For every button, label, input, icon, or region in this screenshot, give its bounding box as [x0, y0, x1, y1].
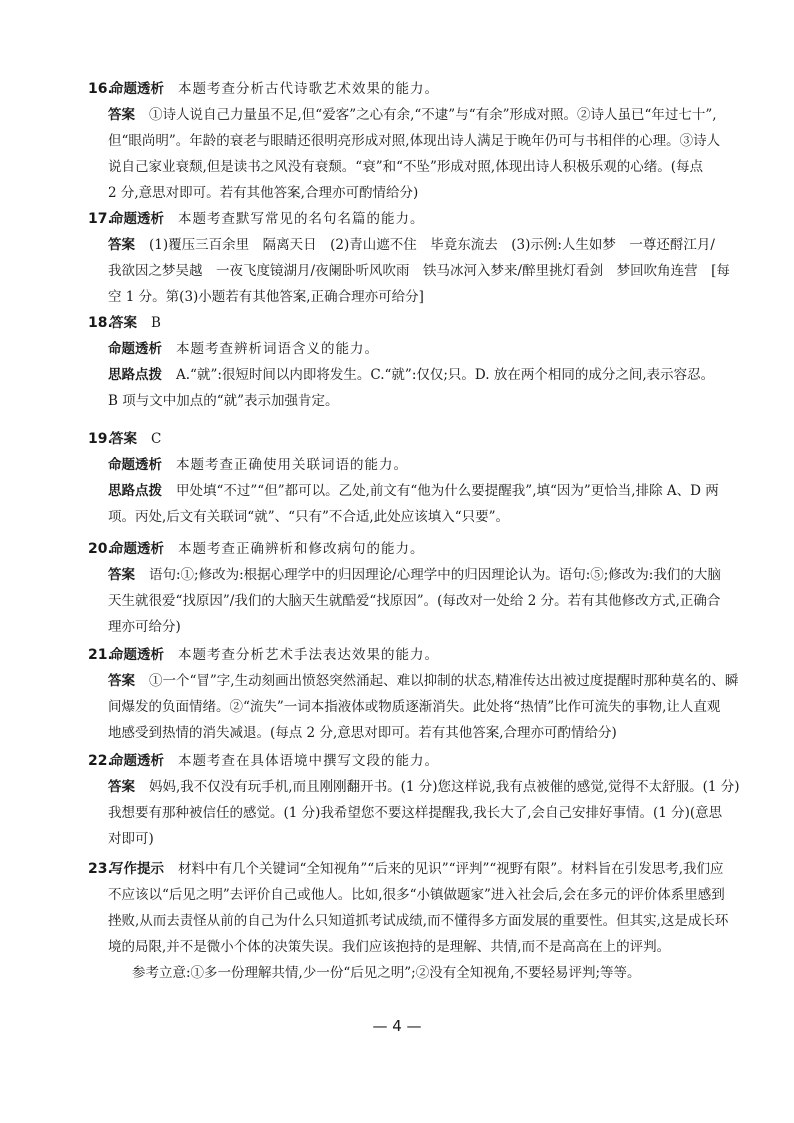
answer-block: [88, 102, 721, 206]
section-description: 本题考查正确使用关联词语的能力。: [176, 457, 408, 473]
answer-label: 答案: [108, 107, 135, 123]
section-label: 命题透析: [110, 753, 164, 769]
question-21: [88, 642, 739, 746]
question-19: [88, 426, 719, 530]
answer-choice: B: [151, 315, 161, 331]
answer-line: 妈妈,我不仅没有玩手机,而且刚刚翻开书。(1 分)您这样说,我有点被催的感觉,觉得不太舒服。(1 分): [149, 779, 740, 795]
hint-line: B 项与文中加点的“就”表示加强肯定。: [108, 393, 339, 409]
question-number: 17.: [88, 211, 113, 227]
answer-line: 对即可): [108, 831, 154, 847]
writing-hint-line: 材料中有几个关键词“全知视角”“后来的见识”“评判”“视野有限”。材料旨在引发思考,我们应: [178, 861, 724, 877]
page-number: — 4 —: [372, 1017, 422, 1035]
answer-line: 空 1 分。第(3)小题若有其他答案,正确合理亦可给分]: [108, 289, 424, 305]
question-23: [88, 856, 729, 986]
question-22: [88, 748, 740, 852]
section-description: 本题考查分析艺术手法表达效果的能力。: [178, 647, 439, 663]
question-number: 18.: [88, 315, 113, 331]
answer-label: 答案: [110, 315, 137, 331]
question-number: 16.: [88, 81, 113, 97]
hint-label: 思路点拨: [108, 367, 162, 383]
answer-line: 理亦可给分): [108, 619, 181, 635]
section-label: 命题透析: [110, 211, 164, 227]
answer-line: 地感受到热情的消失减退。(每点 2 分,意思对即可。若有其他答案,合理亦可酌情给分): [108, 725, 617, 741]
answer-line: ①诗人说自己力量虽不足,但“爱客”之心有余,“不逮”与“有余”形成对照。②诗人虽已“年过七十”,: [149, 107, 717, 123]
answer-label: 答案: [110, 431, 137, 447]
writing-hint-line: 挫败,从而去责怪从前的自己为什么只知道抓考试成绩,而不懂得多方面发展的重要性。但其实,这是成长环: [108, 913, 729, 929]
answer-label: 答案: [108, 237, 135, 253]
section-description: 本题考查正确辨析和修改病句的能力。: [178, 541, 425, 557]
section-description: 本题考查默写常见的名句名篇的能力。: [178, 211, 425, 227]
answer-line: 间爆发的负面情绪。②“流失”一词本指液体或物质逐渐消失。此处将“热情”比作可流失的事物,让人直观: [108, 699, 721, 715]
answer-line: ①一个“冒”字,生动刻画出愤怒突然涌起、难以抑制的状态,精准传达出被过度提醒时那种莫名的、瞬: [149, 673, 739, 689]
answer-line: 2 分,意思对即可。若有其他答案,合理亦可酌情给分): [108, 185, 419, 201]
section-label: 命题透析: [108, 341, 162, 357]
section-label: 命题透析: [110, 81, 164, 97]
question-18: [88, 310, 715, 414]
answer-line: 但“眼尚明”。年龄的衰老与眼睛还很明亮形成对照,体现出诗人满足于晚年仍可与书相伴的心理。③诗人: [108, 133, 721, 149]
question-16: [88, 76, 721, 206]
hint-line: 甲处填“不过”“但”都可以。乙处,前文有“他为什么要提醒我”,填“因为”更恰当,排除 A、D 两: [176, 483, 719, 499]
question-number: 20.: [88, 541, 113, 557]
answer-line: 我想要有那种被信任的感觉。(1 分)我希望您不要这样提醒我,我长大了,会自己安排好事情。(1 分)(意思: [108, 805, 723, 821]
writing-hint-line: 境的局限,并不是微小个体的决策失误。我们应该抱持的是理解、共情,而不是高高在上的评判。: [108, 939, 671, 955]
hint-line: A.“就”:很短时间以内即将发生。C.“就”:仅仅;只。D. 放在两个相同的成分之间,表示容忍。: [176, 367, 715, 383]
answer-block: [88, 232, 730, 310]
question-number: 22.: [88, 753, 113, 769]
reference-theme: 参考立意:①多一份理解共情,少一份“后见之明”;②没有全知视角,不要轻易评判;等等。: [132, 965, 641, 981]
section-description: 本题考查在具体语境中撰写文段的能力。: [178, 753, 439, 769]
answer-choice: C: [151, 431, 162, 447]
question-number: 23.: [88, 861, 113, 877]
answer-line: 语句:①;修改为:根据心理学中的归因理论/心理学中的归因理论认为。语句:⑤;修改为:我们的大脑: [149, 567, 721, 583]
answer-label: 答案: [108, 673, 135, 689]
section-label: 命题透析: [110, 647, 164, 663]
question-20: [88, 536, 721, 640]
question-number: 19.: [88, 431, 113, 447]
answer-label: 答案: [108, 567, 135, 583]
question-number: 21.: [88, 647, 113, 663]
section-label: 命题透析: [108, 457, 162, 473]
hint-label: 思路点拨: [108, 483, 162, 499]
section-label: 命题透析: [110, 541, 164, 557]
answer-line: 我欲因之梦吴越 一夜飞度镜湖月/夜阑卧听风吹雨 铁马冰河入梦来/醉里挑灯看剑 梦回吹角连营 [每: [108, 263, 730, 279]
answer-line: (1)覆压三百余里 隔离天日 (2)青山遮不住 毕竟东流去 (3)示例:人生如梦 一尊还酹江月/: [149, 237, 715, 253]
section-label: 写作提示: [110, 861, 164, 877]
question-17: [88, 206, 730, 310]
section-description: 本题考查分析古代诗歌艺术效果的能力。: [178, 81, 439, 97]
answer-label: 答案: [108, 779, 135, 795]
section-description: 本题考查辨析词语含义的能力。: [176, 341, 379, 357]
answer-line: 说自己家业衰颓,但是读书之风没有衰颓。“衰”和“不坠”形成对照,体现出诗人积极乐观的心绪。(每点: [108, 159, 703, 175]
hint-line: 项。丙处,后文有关联词“就”、“只有”不合适,此处应该填入“只要”。: [108, 509, 509, 525]
answer-line: 天生就很爱“找原因”/我们的大脑天生就酷爱“找原因”。(每改对一处给 2 分。若有其他修改方式,正确合: [108, 593, 721, 609]
writing-hint-line: 不应该以“后见之明”去评价自己或他人。比如,很多“小镇做题家”进入社会后,会在多元的评价体系里感到: [108, 887, 725, 903]
